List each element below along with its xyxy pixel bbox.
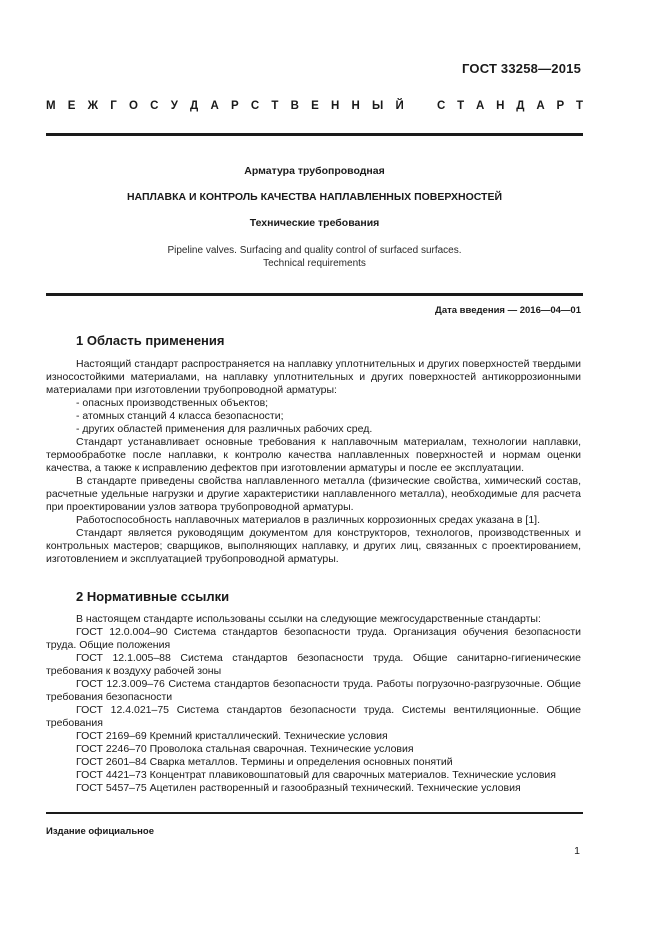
banner-letter: Р — [556, 100, 565, 112]
paragraph: В настоящем стандарте использованы ссылки на следующие межгосударственные стандарты: — [76, 613, 541, 625]
banner-letter: Т — [575, 100, 583, 112]
banner-letter: С — [250, 100, 260, 112]
banner-letter: В — [290, 100, 299, 112]
reference-item: ГОСТ 2169–69 Кремний кристаллический. Технические условия — [76, 730, 388, 742]
list-item: - других областей применения для различных рабочих сред. — [76, 423, 373, 435]
banner-letter: Г — [110, 100, 117, 112]
banner-letter: А — [210, 100, 219, 112]
reference-item: ГОСТ 5457–75 Ацетилен растворенный и газообразный технический. Технические условия — [76, 782, 521, 794]
title-line-1: Арматура трубопроводная — [244, 165, 385, 177]
reference-item: ГОСТ 12.4.021–75 Система стандартов безопасности труда. Системы вентиляционные. Общие требования — [46, 704, 581, 729]
banner-letter: М — [46, 100, 56, 112]
title-line-2: НАПЛАВКА И КОНТРОЛЬ КАЧЕСТВА НАПЛАВЛЕННЫХ ПОВЕРХНОСТЕЙ — [126, 191, 503, 203]
banner-letter: С — [150, 100, 159, 112]
reference-item: ГОСТ 2246–70 Проволока стальная сварочная. Технические условия — [76, 743, 414, 755]
reference-item: ГОСТ 12.1.005–88 Система стандартов безопасности труда. Общие санитарно-гигиенические требования к воздуху рабочей зоны — [46, 652, 581, 677]
document-code: ГОСТ 33258—2015 — [462, 61, 581, 76]
banner-letter: Д — [190, 100, 199, 112]
page-number: 1 — [574, 845, 580, 857]
banner-letter: С — [437, 100, 446, 112]
banner-letter: У — [170, 100, 178, 112]
banner-letter: Н — [351, 100, 360, 112]
official-edition-label: Издание официальное — [46, 826, 154, 837]
english-title-line-1: Pipeline valves. Surfacing and quality control of surfaced surfaces. — [167, 245, 462, 256]
paragraph: В стандарте приведены свойства наплавленного металла (физические свойства, химический состав, расчетные удельные нагрузки и другие характеристики наплавленного металла), необходимые для расчета при проектировании узлов затвора трубопроводной арматуры. — [46, 475, 581, 513]
section-1-body — [46, 358, 581, 566]
banner-letter: А — [476, 100, 485, 112]
interstate-word-1 — [46, 100, 404, 112]
paragraph: Работоспособность наплавочных материалов в различных коррозионных средах указана в [1]. — [76, 514, 540, 526]
banner-letter: Д — [516, 100, 525, 112]
paragraph: Стандарт устанавливает основные требования к наплавочным материалам, технологии наплавки, термообработке после наплавки, к контролю качества наплавленных поверхностей и нормам оценки качества, а также к исправлению дефектов при изготовлении арматуры и после ее эксплуатации. — [46, 436, 581, 474]
banner-letter: Е — [311, 100, 319, 112]
banner-letter: Т — [271, 100, 279, 112]
banner-letter: О — [129, 100, 138, 112]
banner-letter: Р — [230, 100, 239, 112]
reference-item: ГОСТ 12.3.009–76 Система стандартов безопасности труда. Работы погрузочно-разгрузочные. Общие требования безопасности — [46, 678, 581, 703]
paragraph: Настоящий стандарт распространяется на наплавку уплотнительных и других поверхностей твердыми износостойкими материалами, на наплавку уплотнительных и других поверхностей антикоррозионными материалами при изготовлении трубопроводной арматуры: — [46, 358, 581, 396]
list-item: - атомных станций 4 класса безопасности; — [76, 410, 284, 422]
banner-letter: Н — [330, 100, 340, 112]
paragraph: Стандарт является руководящим документом для конструкторов, технологов, производственных и контрольных мастеров; сварщиков, выполняющих наплавку, и других лиц, связанных с проектированием, изготовлением и эксплуатацией трубопроводной арматуры. — [46, 527, 581, 565]
banner-letter: Й — [395, 100, 404, 112]
section-2-heading: 2 Нормативные ссылки — [76, 589, 230, 604]
header-rule — [46, 133, 583, 136]
list-item: - опасных производственных объектов; — [76, 397, 269, 409]
title-rule — [46, 293, 583, 296]
banner-letter: Ы — [372, 100, 384, 112]
banner-letter: Т — [457, 100, 465, 112]
section-1-heading: 1 Область применения — [76, 333, 225, 348]
footer-rule — [46, 812, 583, 814]
reference-item: ГОСТ 2601–84 Сварка металлов. Термины и определения основных понятий — [76, 756, 453, 768]
banner-letter: Е — [67, 100, 76, 112]
title-line-3: Технические требования — [249, 217, 380, 229]
reference-item: ГОСТ 4421–73 Концентрат плавиковошпатовый для сварочных материалов. Технические условия — [76, 769, 556, 781]
reference-item: ГОСТ 12.0.004–90 Система стандартов безопасности труда. Организация обучения безопасности труда. Общие положения — [46, 626, 581, 651]
interstate-standard-banner — [46, 100, 583, 112]
section-2-body — [46, 613, 581, 795]
banner-letter: Н — [496, 100, 505, 112]
banner-letter: Ж — [87, 100, 99, 112]
english-title — [46, 244, 583, 270]
banner-letter: А — [536, 100, 545, 112]
english-title-line-2: Technical requirements — [263, 258, 366, 269]
interstate-word-2 — [437, 100, 583, 112]
intro-date: Дата введения — 2016—04—01 — [435, 305, 581, 316]
